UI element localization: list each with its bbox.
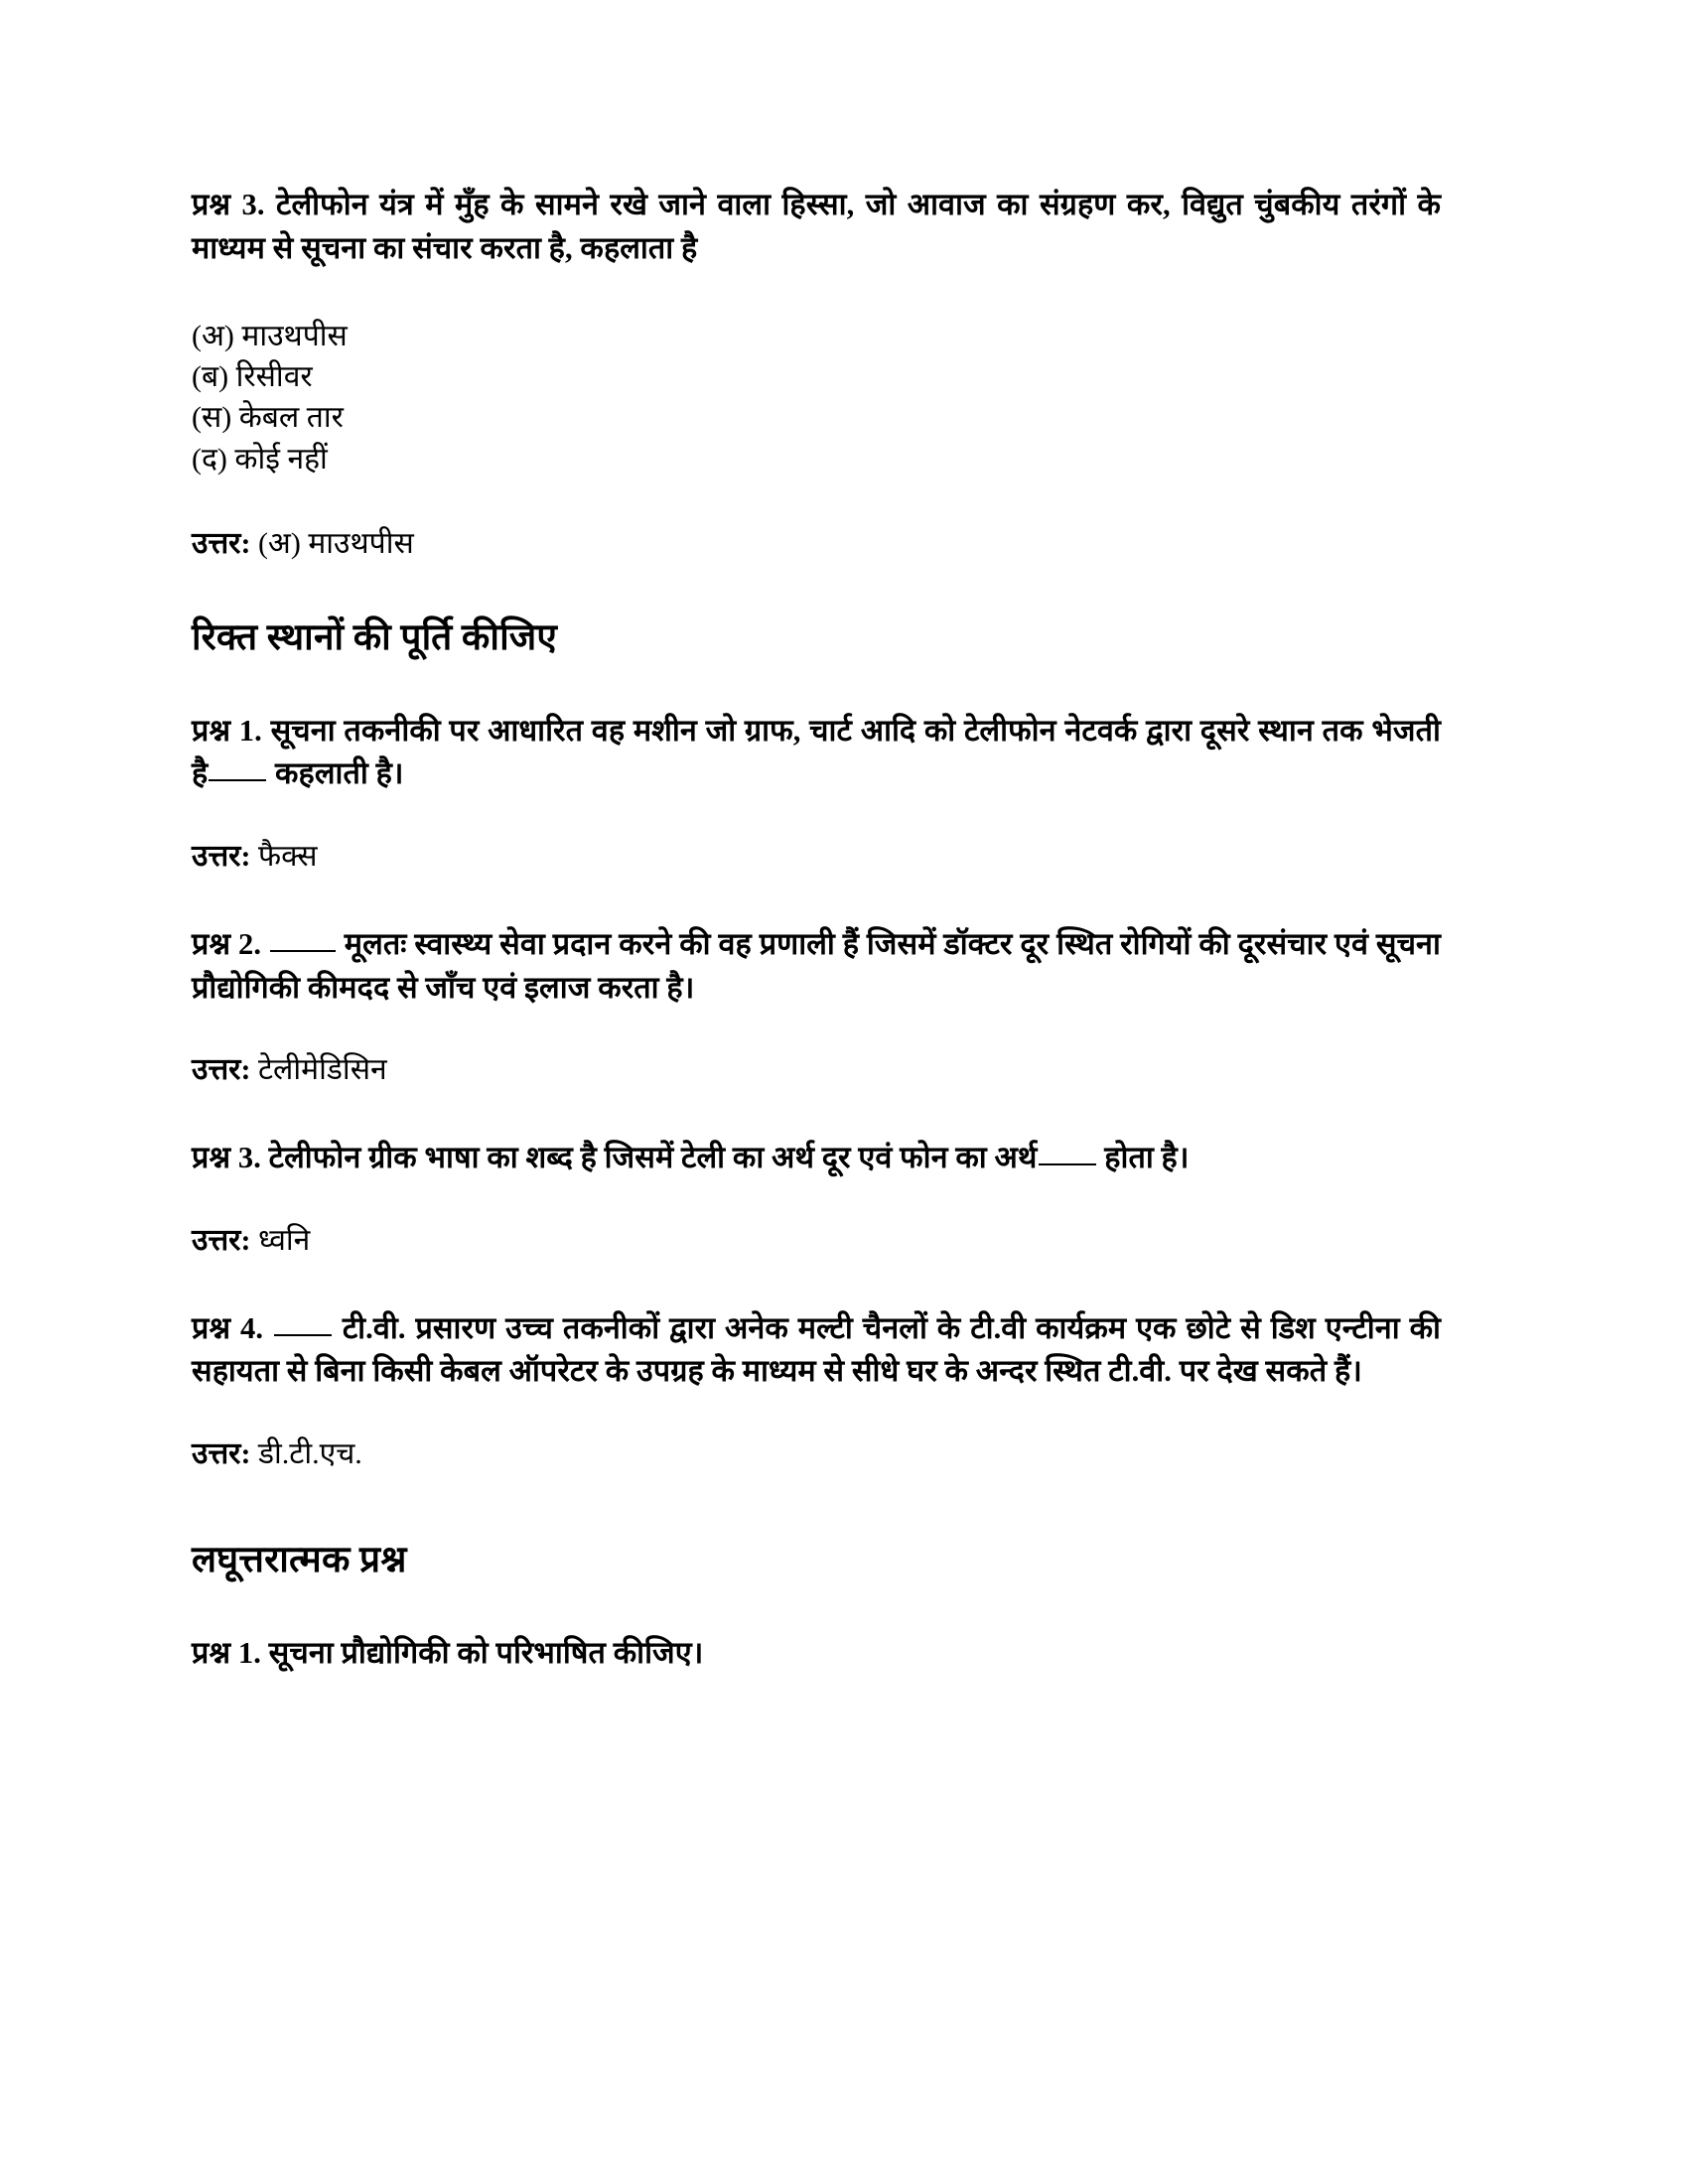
mcq-question-3 xyxy=(192,184,1441,270)
fill-blank-label-1: प्रश्न 1. xyxy=(192,713,262,748)
spacer xyxy=(192,796,1441,836)
answer-value: (अ) माउथपीस xyxy=(257,526,414,560)
mcq-answer-3 xyxy=(192,523,1441,565)
short-answer-text-1: सूचना प्रौद्योगिकी को परिभाषित कीजिए। xyxy=(268,1636,704,1671)
fill-blank-answer-3 xyxy=(192,1220,1441,1262)
spacer xyxy=(192,878,1441,923)
spacer xyxy=(192,1091,1441,1137)
blank-underline xyxy=(209,779,266,781)
answer-label: उत्तर: xyxy=(192,839,251,873)
fill-blank-label-4: प्रश्न 4. xyxy=(192,1310,264,1345)
blank-underline xyxy=(270,950,336,952)
spacer xyxy=(192,1584,1441,1632)
mcq-option-b: (ब) रिसीवर xyxy=(192,360,313,394)
mcq-question-text: टेलीफोन यंत्र में मुँह के सामने रखे जाने वाला हिस्सा, जो आवाज का संग्रहण कर, विद्युत चुंबकीय तरंगों के माध्यम से सूचना का संचार करता है, कहलाता है xyxy=(192,188,1442,265)
spacer xyxy=(192,565,1441,614)
fill-blank-question-1 xyxy=(192,710,1441,796)
spacer xyxy=(192,1010,1441,1049)
spacer xyxy=(192,1180,1441,1220)
answer-value: ध्वनि xyxy=(257,1223,311,1257)
blank-underline xyxy=(274,1334,332,1336)
answer-value: फैक्स xyxy=(257,839,318,873)
spacer xyxy=(192,270,1441,316)
fill-blank-answer-1 xyxy=(192,836,1441,878)
fill-blank-text-before-1: सूचना तकनीकी पर आधारित वह मशीन जो ग्राफ, चार्ट आदि को टेलीफोन नेटवर्क द्वारा दूसरे स्थान तक भेजती है xyxy=(192,713,1441,791)
fill-blank-answer-4 xyxy=(192,1433,1441,1475)
fill-blank-label-3: प्रश्न 3. xyxy=(192,1141,261,1175)
mcq-option-d: (द) कोई नहीं xyxy=(192,442,328,476)
fill-blank-answer-2 xyxy=(192,1049,1441,1091)
spacer xyxy=(192,479,1441,523)
spacer xyxy=(192,1262,1441,1307)
fill-blank-text-after-2: मूलतः स्वास्थ्य सेवा प्रदान करने की वह प्रणाली हैं जिसमें डॉक्टर दूर स्थित रोगियों की दूरसंचार एवं सूचना प्रौद्योगिकी कीमदद से जाँच एवं इलाज करता है। xyxy=(192,926,1441,1005)
answer-label: उत्तर: xyxy=(192,1436,251,1470)
fill-blank-text-after-1: कहलाती है। xyxy=(275,756,404,791)
blank-underline xyxy=(1039,1163,1096,1165)
fill-blanks-heading: रिक्त स्थानों की पूर्ति कीजिए xyxy=(192,616,558,658)
fill-blank-question-3 xyxy=(192,1137,1441,1180)
short-answer-heading: लघूत्तरात्मक प्रश्न xyxy=(192,1539,407,1580)
mcq-question-label: प्रश्न 3. xyxy=(192,188,265,221)
mcq-option-c: (स) केबल तार xyxy=(192,401,344,435)
fill-blank-question-2 xyxy=(192,923,1441,1010)
answer-value: डी.टी.एच. xyxy=(257,1436,362,1470)
short-answer-question-1 xyxy=(192,1632,1441,1676)
fill-blank-text-after-3: होता है। xyxy=(1104,1141,1190,1175)
fill-blank-label-2: प्रश्न 2. xyxy=(192,926,262,961)
document-body xyxy=(192,184,1441,1676)
fill-blank-question-4 xyxy=(192,1307,1441,1394)
answer-value: टेलीमेडिसिन xyxy=(257,1053,387,1087)
short-answer-label-1: प्रश्न 1. xyxy=(192,1636,261,1671)
answer-label: उत्तर: xyxy=(192,526,251,560)
mcq-options-list xyxy=(192,316,1441,478)
fill-blank-text-before-3: टेलीफोन ग्रीक भाषा का शब्द है जिसमें टेली का अर्थ दूर एवं फोन का अर्थ xyxy=(268,1141,1038,1175)
spacer xyxy=(192,1475,1441,1537)
spacer xyxy=(192,662,1441,710)
mcq-option-a: (अ) माउथपीस xyxy=(192,320,348,353)
answer-label: उत्तर: xyxy=(192,1223,251,1257)
answer-label: उत्तर: xyxy=(192,1053,251,1087)
fill-blank-text-after-4: टी.वी. प्रसारण उच्च तकनीकों द्वारा अनेक मल्टी चैनलों के टी.वी कार्यक्रम एक छोटे से डिश एन्टीना की सहायता से बिना किसी केबल ऑपरेटर के उपग्रह के माध्यम से सीधे घर के अन्दर स्थित टी.वी. पर देख सकते हैं। xyxy=(192,1310,1441,1389)
spacer xyxy=(192,1394,1441,1433)
